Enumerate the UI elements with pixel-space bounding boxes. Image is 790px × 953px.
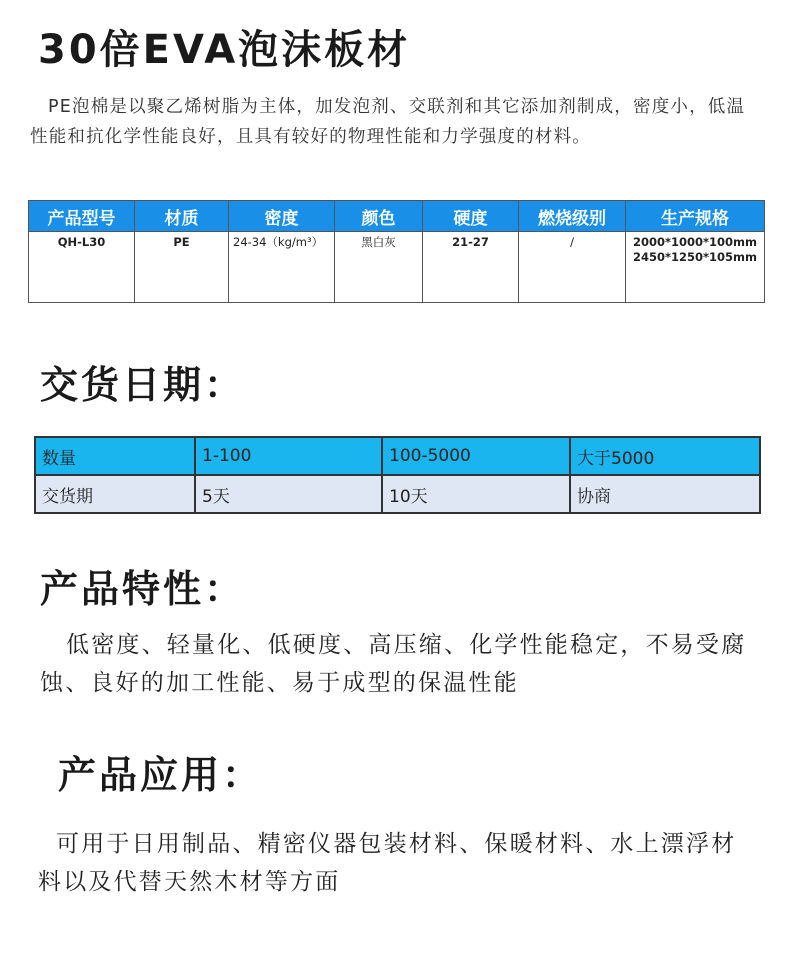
intro-paragraph: PE泡棉是以聚乙烯树脂为主体，加发泡剂、交联剂和其它添加剂制成，密度小，低温性能和抗化学性能良好，且具有较好的物理性能和力学强度的材料。 xyxy=(30,97,746,147)
spec-model-cell: QH-L30 xyxy=(29,232,135,303)
spec-color-cell: 黑白灰 xyxy=(335,232,423,303)
spec-size-line-1: 2000*1000*100mm xyxy=(632,235,757,249)
spec-table xyxy=(28,200,765,303)
spec-header-cell: 硬度 xyxy=(423,201,519,232)
spec-header-cell: 材质 xyxy=(135,201,229,232)
applications-heading: 产品应用： xyxy=(58,753,264,797)
spec-header-cell: 生产规格 xyxy=(626,201,765,232)
features-heading: 产品特性： xyxy=(40,567,246,611)
spec-material-cell: PE xyxy=(135,232,229,303)
spec-data-row xyxy=(29,232,765,303)
spec-flammability-cell: / xyxy=(519,232,626,303)
spec-header-cell: 密度 xyxy=(229,201,335,232)
delivery-cell: 大于5000 xyxy=(570,437,760,475)
spec-header-cell: 燃烧级别 xyxy=(519,201,626,232)
delivery-table xyxy=(34,436,761,514)
spec-size-line-2: 2450*1250*105mm xyxy=(632,250,757,264)
spec-header-cell: 产品型号 xyxy=(29,201,135,232)
delivery-cell: 100-5000 xyxy=(382,437,570,475)
spec-size-cell xyxy=(626,232,765,303)
delivery-heading: 交货日期： xyxy=(40,363,246,407)
delivery-cell: 10天 xyxy=(382,475,570,513)
delivery-cell: 交货期 xyxy=(35,475,195,513)
delivery-cell: 协商 xyxy=(570,475,760,513)
delivery-cell: 数量 xyxy=(35,437,195,475)
spec-density-cell: 24-34（kg/m³） xyxy=(229,232,335,303)
spec-header-cell: 颜色 xyxy=(335,201,423,232)
delivery-leadtime-row xyxy=(35,475,760,513)
spec-header-row xyxy=(29,201,765,232)
spec-hardness-cell: 21-27 xyxy=(423,232,519,303)
page-title: 30倍EVA泡沫板材 xyxy=(38,27,411,73)
features-paragraph: 低密度、轻量化、低硬度、高压缩、化学性能稳定，不易受腐蚀、良好的加工性能、易于成型的保温性能 xyxy=(40,632,747,696)
delivery-quantity-row xyxy=(35,437,760,475)
applications-paragraph: 可用于日用制品、精密仪器包装材料、保暖材料、水上漂浮材料以及代替天然木材等方面 xyxy=(38,831,737,895)
delivery-cell: 1-100 xyxy=(195,437,382,475)
delivery-cell: 5天 xyxy=(195,475,382,513)
